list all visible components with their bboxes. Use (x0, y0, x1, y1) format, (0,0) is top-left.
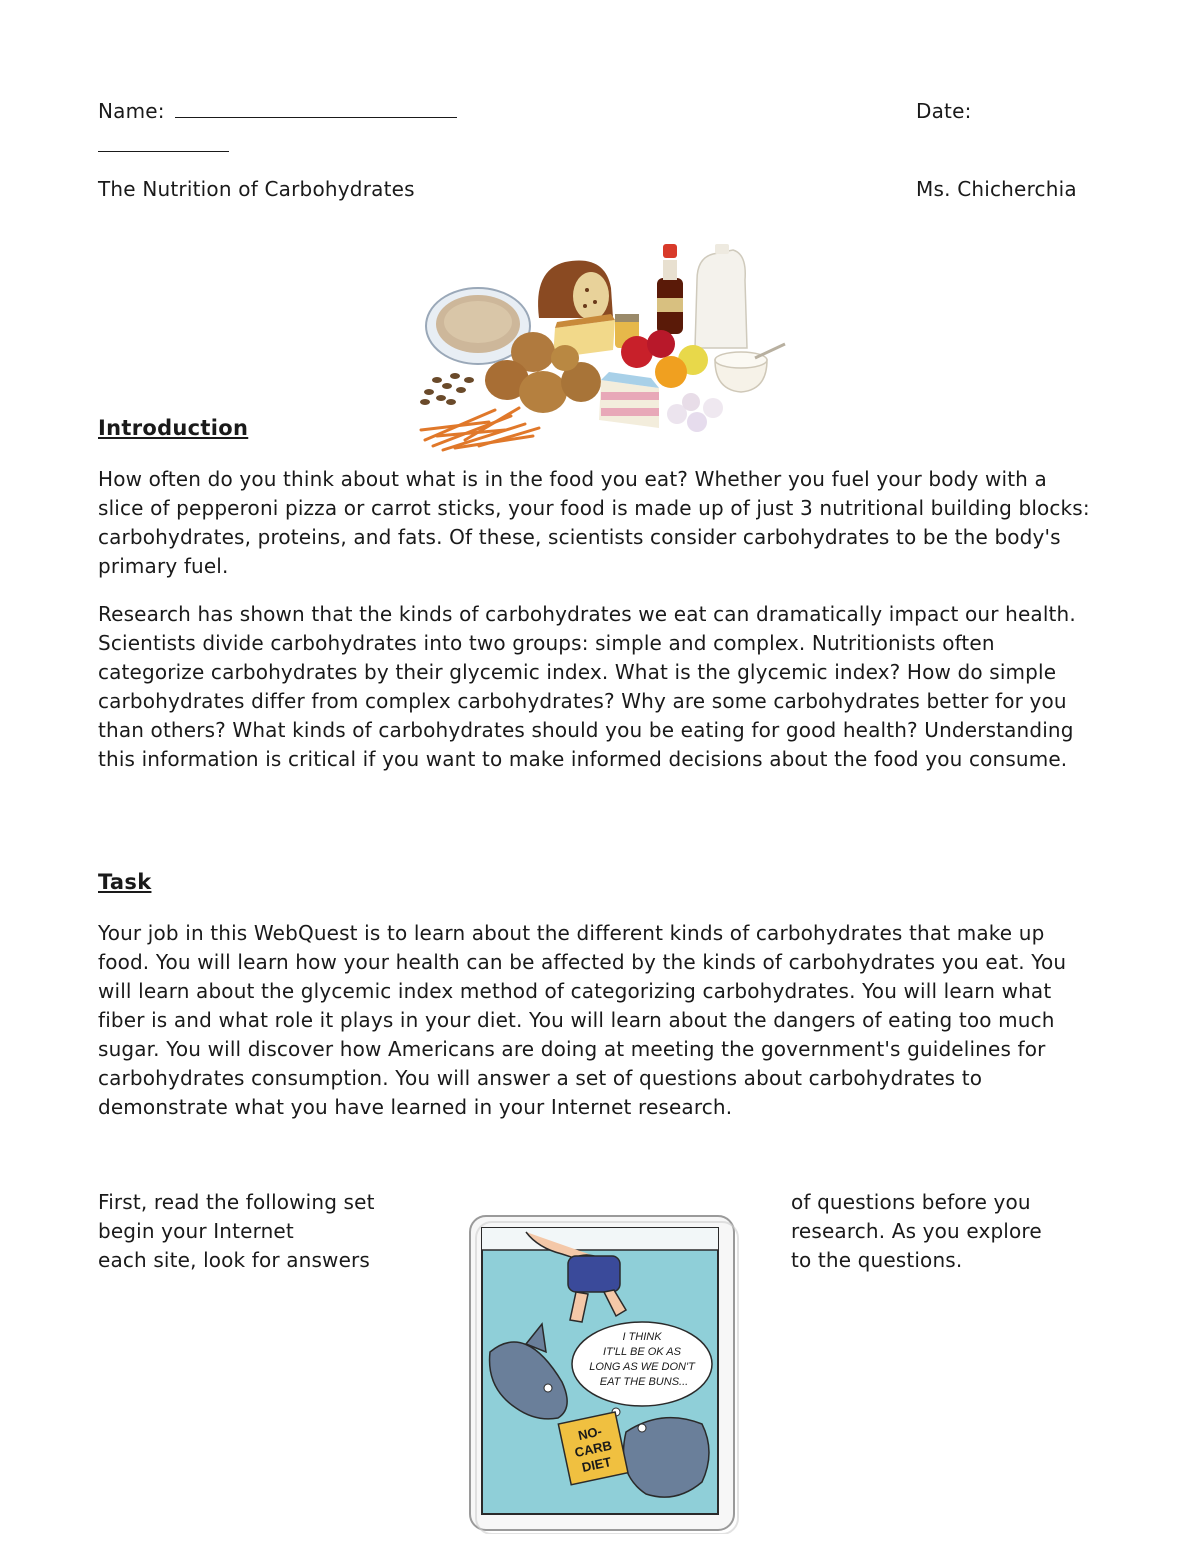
carbohydrate-foods-image (415, 240, 790, 455)
instructions-left (98, 1188, 438, 1275)
speech-line: IT'LL BE OK AS (603, 1346, 681, 1358)
teacher-name: Ms. Chicherchia (916, 177, 1077, 201)
name-field (98, 97, 457, 126)
introduction-heading: Introduction (98, 416, 249, 440)
instructions-right-line: to the questions. (791, 1248, 963, 1272)
date-blank-line (98, 151, 229, 152)
introduction-paragraph-2: Research has shown that the kinds of carbohydrates we eat can dramatically impact our health. Scientists divide carbohydrates into two groups: simple and complex. Nutritionists often categorize carbohydrates by their glycemic index. What is the glycemic index? How do simple carbohydrates differ from complex carbohydrates? Why are some carbohydrates better for you than others? What kinds of carbohydrates should you be eating for good health? Understanding this information is critical if you want to make informed decisions about the food you consume. (98, 602, 1076, 771)
speech-line: EAT THE BUNS... (599, 1376, 689, 1388)
instructions-right-line: research. As you explore (791, 1219, 1042, 1243)
document-subtitle: The Nutrition of Carbohydrates (98, 177, 415, 201)
book-title-line: DIET (580, 1454, 613, 1475)
date-label: Date: (916, 99, 972, 123)
speech-line: I THINK (622, 1331, 662, 1343)
speech-line: LONG AS WE DON'T (589, 1361, 695, 1373)
name-blank-line (175, 99, 457, 118)
instructions-right (791, 1188, 1111, 1275)
introduction-paragraph-1: How often do you think about what is in the food you eat? Whether you fuel your body with a slice of pepperoni pizza or carrot sticks, your food is made up of just 3 nutritional building blocks: carbohydrates, proteins, and fats. Of these, scientists consider carbohydrates to be the body's primary fuel. (98, 467, 1090, 578)
name-label: Name: (98, 99, 165, 123)
task-paragraph: Your job in this WebQuest is to learn about the different kinds of carbohydrates that make up food. You will learn how your health can be affected by the kinds of carbohydrates you eat. You will learn about the glycemic index method of categorizing carbohydrates. You will learn what fiber is and what role it plays in your diet. You will learn about the dangers of eating too much sugar. You will discover how Americans are doing at meeting the government's guidelines for carbohydrates consumption. You will answer a set of questions about carbohydrates to demonstrate what you have learned in your Internet research. (98, 921, 1067, 1119)
instructions-left-line: First, read the following set (98, 1190, 375, 1214)
instructions-left-line: begin your Internet (98, 1219, 294, 1243)
book-title-line: CARB (573, 1437, 614, 1461)
instructions-right-line: of questions before you (791, 1190, 1031, 1214)
task-heading: Task (98, 870, 152, 894)
instructions-left-line: each site, look for answers (98, 1248, 370, 1272)
no-carb-diet-cartoon (466, 1212, 741, 1534)
book-title-line: NO- (576, 1423, 604, 1444)
